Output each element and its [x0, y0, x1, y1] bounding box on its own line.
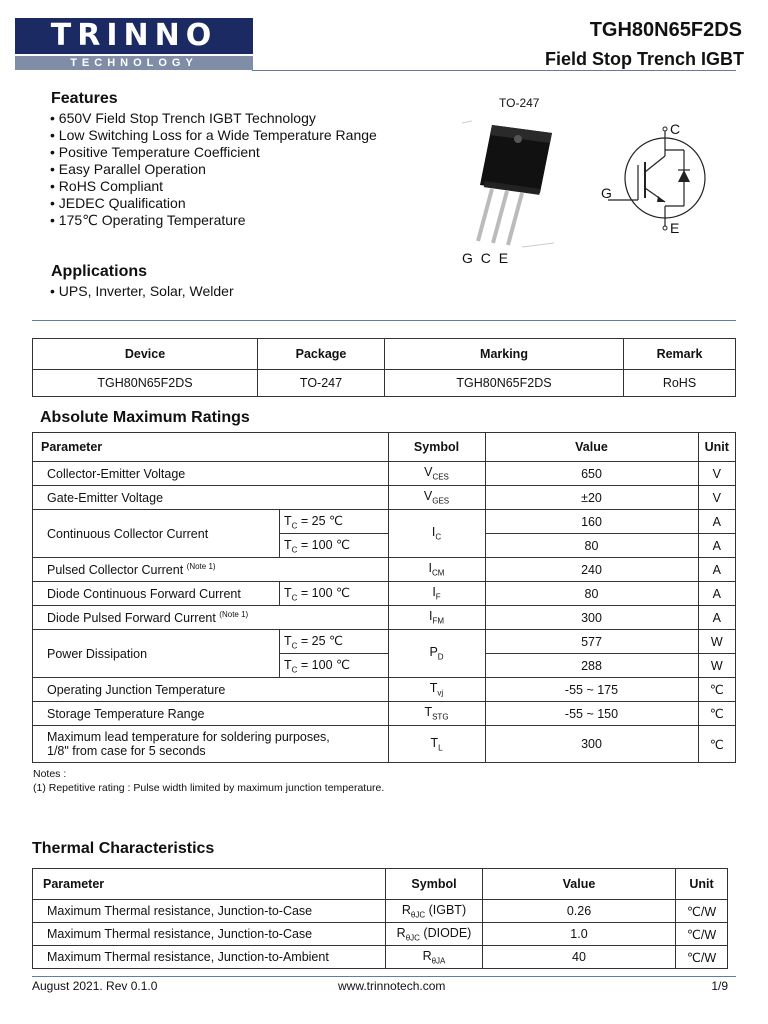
amr-heading: Absolute Maximum Ratings	[40, 409, 250, 426]
symbol-cell: $I_{FM}$	[388, 606, 485, 630]
condition-cell: $T_C = 25$ ℃	[280, 510, 389, 534]
unit-cell: A	[698, 534, 736, 558]
column-header: Value	[485, 433, 698, 462]
note-item: (1) Repetitive rating : Pulse width limited by maximum junction temperature.	[33, 782, 385, 794]
param-cell: Storage Temperature Range	[33, 702, 389, 726]
table-cell: RoHS	[624, 370, 736, 397]
param-cell: Collector-Emitter Voltage	[33, 462, 389, 486]
symbol-cell: $T_L$	[388, 726, 485, 763]
symbol-cell: $P_D$	[388, 630, 485, 678]
company-logo	[15, 18, 253, 70]
value-cell: 80	[485, 582, 698, 606]
gate-label: G	[601, 185, 612, 201]
footer-date-revision: August 2021. Rev 0.1.0	[32, 979, 158, 993]
condition-cell: $T_C = 100$ ℃	[280, 654, 389, 678]
notes	[33, 767, 384, 795]
header-divider	[252, 70, 736, 71]
collector-label: C	[670, 121, 681, 137]
value-cell: 40	[483, 946, 676, 969]
value-cell: 160	[485, 510, 698, 534]
table-row	[33, 370, 736, 397]
value-cell: 300	[485, 726, 698, 763]
logo-subtitle: TECHNOLOGY	[15, 56, 253, 70]
table-row	[33, 510, 736, 534]
column-header: Remark	[624, 339, 736, 370]
column-header: Symbol	[386, 869, 483, 900]
symbol-cell: $R_{\theta JA}$	[386, 946, 483, 969]
param-cell: Continuous Collector Current	[33, 510, 280, 558]
condition-cell: $T_C = 100$ ℃	[280, 534, 389, 558]
document-subtitle: Field Stop Trench IGBT	[544, 49, 744, 69]
unit-cell: ℃	[698, 726, 736, 763]
table-header-row	[33, 339, 736, 370]
symbol-cell: $I_C$	[388, 510, 485, 558]
condition-cell: $T_C = 25$ ℃	[280, 630, 389, 654]
unit-cell: V	[698, 486, 736, 510]
value-cell: 650	[485, 462, 698, 486]
footer-divider	[32, 976, 736, 977]
table-header-row	[33, 433, 736, 462]
param-cell: Power Dissipation	[33, 630, 280, 678]
feature-item: • RoHS Compliant	[50, 178, 164, 194]
table-cell: TGH80N65F2DS	[33, 370, 258, 397]
unit-cell: W	[698, 654, 736, 678]
unit-cell: ℃/W	[676, 900, 728, 923]
feature-item: • Low Switching Loss for a Wide Temperature Range	[50, 127, 377, 143]
param-cell: Gate-Emitter Voltage	[33, 486, 389, 510]
param-cell: Operating Junction Temperature	[33, 678, 389, 702]
column-header: Parameter	[33, 433, 389, 462]
footer-page-number: 1/9	[711, 979, 728, 993]
symbol-cell: $R_{\theta JC}$ (IGBT)	[386, 900, 483, 923]
package-pin-labels: G C E	[462, 250, 509, 266]
table-row	[33, 606, 736, 630]
logo-wordmark: TRINNO	[50, 18, 218, 53]
table-row	[33, 678, 736, 702]
igbt-symbol-icon	[600, 120, 710, 235]
package-label: TO-247	[499, 96, 540, 110]
feature-item: • Positive Temperature Coefficient	[50, 144, 260, 160]
column-header: Unit	[698, 433, 736, 462]
table-row	[33, 462, 736, 486]
column-header: Value	[483, 869, 676, 900]
feature-item: • JEDEC Qualification	[50, 195, 186, 211]
column-header: Device	[33, 339, 258, 370]
value-cell: 577	[485, 630, 698, 654]
emitter-label: E	[670, 220, 680, 236]
column-header: Symbol	[388, 433, 485, 462]
symbol-cell: $T_{STG}$	[388, 702, 485, 726]
table-row	[33, 702, 736, 726]
table-row	[33, 486, 736, 510]
value-cell: 240	[485, 558, 698, 582]
value-cell: 0.26	[483, 900, 676, 923]
table-row	[33, 630, 736, 654]
table-row	[33, 726, 736, 763]
param-cell: Pulsed Collector Current $^{(Note 1)}$	[33, 558, 389, 582]
thermal-characteristics-table	[32, 868, 728, 969]
symbol-cell: $R_{\theta JC}$ (DIODE)	[386, 923, 483, 946]
value-cell: -55 ~ 150	[485, 702, 698, 726]
condition-cell: $T_C = 100$ ℃	[280, 582, 389, 606]
value-cell: -55 ~ 175	[485, 678, 698, 702]
symbol-cell: $I_F$	[388, 582, 485, 606]
table-row	[33, 582, 736, 606]
param-cell: Diode Pulsed Forward Current $^{(Note 1)}$	[33, 606, 389, 630]
feature-item: • 650V Field Stop Trench IGBT Technology	[50, 110, 316, 126]
part-number: TGH80N65F2DS	[589, 19, 742, 41]
column-header: Unit	[676, 869, 728, 900]
unit-cell: A	[698, 510, 736, 534]
to247-package-image	[462, 115, 562, 250]
unit-cell: A	[698, 558, 736, 582]
unit-cell: A	[698, 582, 736, 606]
table-header-row	[33, 869, 728, 900]
unit-cell: A	[698, 606, 736, 630]
symbol-cell: $T_{vj}$	[388, 678, 485, 702]
feature-item: • 175℃ Operating Temperature	[50, 212, 246, 228]
footer-url[interactable]: www.trinnotech.com	[338, 979, 446, 993]
column-header: Parameter	[33, 869, 386, 900]
table-row	[33, 558, 736, 582]
column-header: Marking	[385, 339, 624, 370]
features-list	[50, 110, 377, 229]
unit-cell: ℃	[698, 702, 736, 726]
symbol-cell: $V_{GES}$	[388, 486, 485, 510]
value-cell: 1.0	[483, 923, 676, 946]
applications-text: • UPS, Inverter, Solar, Welder	[50, 283, 234, 299]
value-cell: 80	[485, 534, 698, 558]
notes-title: Notes :	[33, 768, 67, 780]
value-cell: 300	[485, 606, 698, 630]
feature-item: • Easy Parallel Operation	[50, 161, 206, 177]
section-divider	[32, 320, 736, 321]
unit-cell: V	[698, 462, 736, 486]
unit-cell: ℃/W	[676, 923, 728, 946]
param-cell: Diode Continuous Forward Current	[33, 582, 280, 606]
table-row	[33, 900, 728, 923]
param-cell: Maximum Thermal resistance, Junction-to-Case	[33, 900, 386, 923]
absolute-max-ratings-table	[32, 432, 736, 763]
param-cell: Maximum lead temperature for soldering purposes, 1/8" from case for 5 seconds	[33, 726, 389, 763]
unit-cell: ℃	[698, 678, 736, 702]
symbol-cell: $I_{CM}$	[388, 558, 485, 582]
unit-cell: W	[698, 630, 736, 654]
table-cell: TGH80N65F2DS	[385, 370, 624, 397]
features-heading: Features	[51, 90, 118, 107]
table-cell: TO-247	[258, 370, 385, 397]
table-row	[33, 923, 728, 946]
value-cell: ±20	[485, 486, 698, 510]
symbol-cell: $V_{CES}$	[388, 462, 485, 486]
thermal-heading: Thermal Characteristics	[32, 840, 215, 857]
table-row	[33, 946, 728, 969]
column-header: Package	[258, 339, 385, 370]
param-cell: Maximum Thermal resistance, Junction-to-Ambient	[33, 946, 386, 969]
applications-heading: Applications	[51, 263, 148, 280]
unit-cell: ℃/W	[676, 946, 728, 969]
device-table	[32, 338, 736, 397]
param-cell: Maximum Thermal resistance, Junction-to-Case	[33, 923, 386, 946]
value-cell: 288	[485, 654, 698, 678]
